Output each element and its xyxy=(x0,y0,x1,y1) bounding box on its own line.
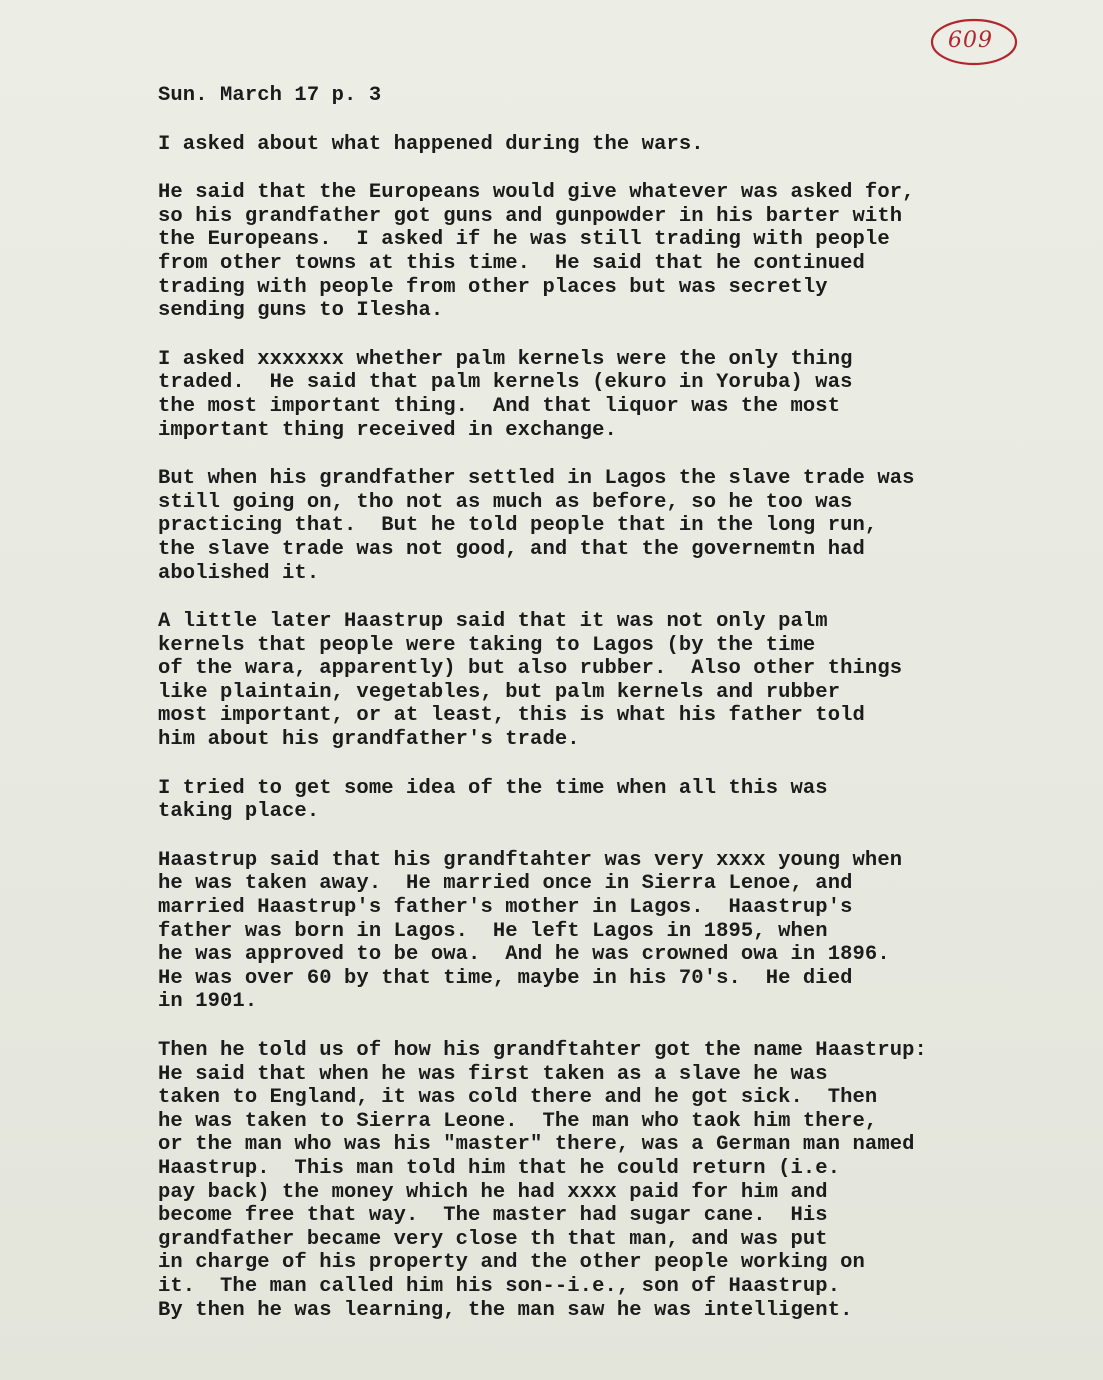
text-line: from other towns at this time. He said that he continued xyxy=(158,251,865,275)
text-line: he was taken to Sierra Leone. The man who taok him there, xyxy=(158,1109,878,1133)
paragraph-1 xyxy=(158,133,1038,157)
paragraph-6 xyxy=(158,777,1038,824)
text-line: pay back) the money which he had xxxx paid for him and xyxy=(158,1180,828,1204)
paragraph-3 xyxy=(158,348,1038,442)
typed-text xyxy=(158,84,1038,1322)
text-line: still going on, tho not as much as before, so he too was xyxy=(158,490,853,514)
text-line: Haastrup said that his grandftahter was very xxxx young when xyxy=(158,848,903,872)
text-line: the slave trade was not good, and that the governemtn had xyxy=(158,537,865,561)
paragraph-8 xyxy=(158,1039,1038,1322)
text-line: practicing that. But he told people that in the long run, xyxy=(158,514,878,538)
text-line: He said that when he was first taken as a slave he was xyxy=(158,1062,828,1086)
stamp-number: 609 xyxy=(948,28,993,53)
paragraph-4 xyxy=(158,467,1038,585)
page-number-stamp xyxy=(928,14,1020,70)
text-line: he was taken away. He married once in Sierra Lenoe, and xyxy=(158,872,853,896)
text-line: Haastrup. This man told him that he could return (i.e. xyxy=(158,1156,841,1180)
text-line: become free that way. The master had sugar cane. His xyxy=(158,1204,828,1228)
text-line: kernels that people were taking to Lagos (by the time xyxy=(158,633,816,657)
paragraph-2 xyxy=(158,181,1038,323)
text-line: He said that the Europeans would give whatever was asked for, xyxy=(158,181,915,205)
text-line: so his grandfather got guns and gunpowder in his barter with xyxy=(158,204,903,228)
text-line: most important, or at least, this is what his father told xyxy=(158,704,865,728)
text-line: the Europeans. I asked if he was still trading with people xyxy=(158,228,890,252)
text-line: married Haastrup's father's mother in Lagos. Haastrup's xyxy=(158,896,853,920)
text-line: it. The man called him his son--i.e., son of Haastrup. xyxy=(158,1274,841,1298)
text-line: father was born in Lagos. He left Lagos in 1895, when xyxy=(158,919,828,943)
text-line: sending guns to Ilesha. xyxy=(158,299,444,323)
text-line: he was approved to be owa. And he was crowned owa in 1896. xyxy=(158,943,890,967)
text-line: abolished it. xyxy=(158,561,320,585)
paragraph-5 xyxy=(158,610,1038,752)
text-line: Then he told us of how his grandftahter got the name Haastrup: xyxy=(158,1039,927,1062)
paragraph-7 xyxy=(158,849,1038,1014)
text-line: or the man who was his "master" there, was a German man named xyxy=(158,1133,915,1157)
text-line: him about his grandfather's trade. xyxy=(158,728,580,752)
text-line: taking place. xyxy=(158,800,320,824)
text-line: in 1901. xyxy=(158,990,258,1014)
text-line: the most important thing. And that liquor was the most xyxy=(158,394,841,418)
text-line: I asked xxxxxxx whether palm kernels were the only thing xyxy=(158,347,853,371)
text-line: I tried to get some idea of the time when all this was xyxy=(158,776,828,800)
header-line: Sun. March 17 p. 3 xyxy=(158,84,382,107)
text-line: But when his grandfather settled in Lagos the slave trade was xyxy=(158,467,915,491)
text-line: taken to England, it was cold there and he got sick. Then xyxy=(158,1086,878,1110)
text-line: important thing received in exchange. xyxy=(158,418,617,442)
text-line: in charge of his property and the other people working on xyxy=(158,1251,865,1275)
text-line: He was over 60 by that time, maybe in his 70's. He died xyxy=(158,966,853,990)
text-line: trading with people from other places but was secretly xyxy=(158,275,828,299)
page-header xyxy=(158,84,1038,108)
text-line: like plaintain, vegetables, but palm kernels and rubber xyxy=(158,680,841,704)
text-line: grandfather became very close th that man, and was put xyxy=(158,1227,828,1251)
text-line: of the wara, apparently) but also rubber. Also other things xyxy=(158,657,903,681)
text-line: I asked about what happened during the wars. xyxy=(158,132,704,156)
text-line: A little later Haastrup said that it was not only palm xyxy=(158,610,828,634)
text-line: traded. He said that palm kernels (ekuro in Yoruba) was xyxy=(158,371,853,395)
text-line: By then he was learning, the man saw he was intelligent. xyxy=(158,1298,853,1322)
